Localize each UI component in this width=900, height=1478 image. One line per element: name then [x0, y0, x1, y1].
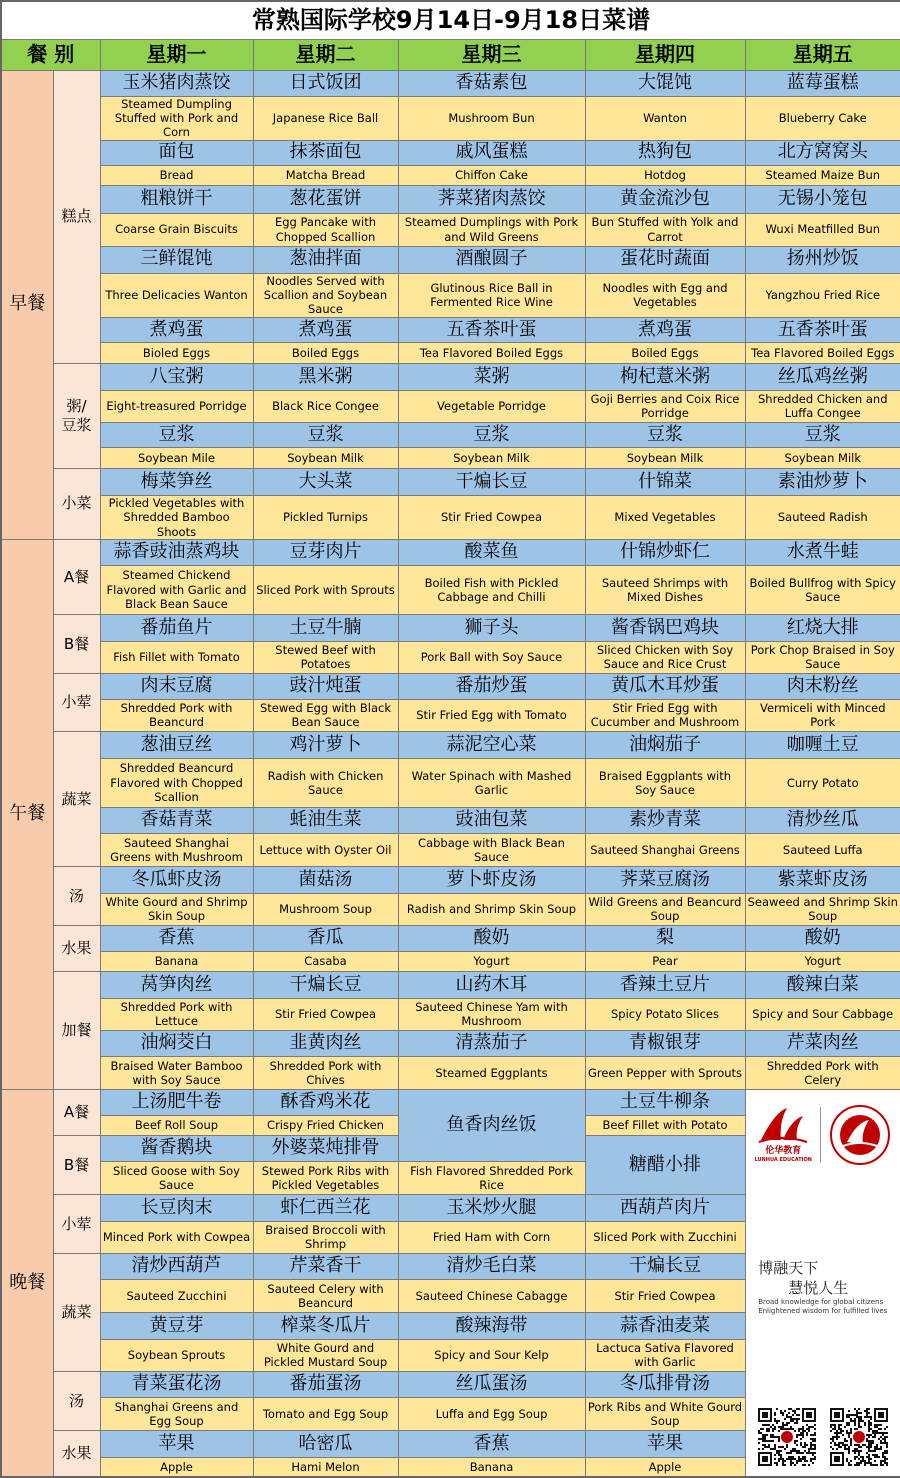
dish-name-en: Sauteed Luffa [745, 833, 900, 866]
dish-name-cn: 狮子头 [398, 614, 585, 641]
dish-name-en: Soybean Sprouts [100, 1339, 253, 1371]
category-label: 汤 [53, 866, 100, 925]
category-label: 小荤 [53, 1194, 100, 1253]
dish-name-cn: 玉米炒火腿 [398, 1194, 585, 1221]
dish-name-en: Pickled Turnips [253, 495, 398, 539]
dish-name-cn: 紫菜虾皮汤 [745, 866, 900, 893]
dish-name-en: Yogurt [398, 951, 585, 971]
dish-name-en: Shanghai Greens and Egg Soup [100, 1397, 253, 1430]
dish-name-cn: 葱油豆丝 [100, 731, 253, 758]
motto-en-1: Broad knowledge for global citizens [758, 1298, 887, 1306]
dish-name-en: Sliced Chicken with Soy Sauce and Rice Crust [585, 641, 745, 673]
dish-name-cn: 外婆菜炖排骨 [253, 1135, 398, 1161]
meal-label: 午餐 [1, 539, 53, 1089]
dish-name-cn: 酱香锅巴鸡块 [585, 614, 745, 641]
dish-name-en: Cabbage with Black Bean Sauce [398, 833, 585, 866]
brand-name-en: LUNHUA EDUCATION [755, 1157, 812, 1163]
dish-name-en: Stewed Egg with Black Bean Sauce [253, 699, 398, 731]
dish-name-en: Blueberry Cake [745, 96, 900, 140]
dish-name-en: Stir Fried Egg with Cucumber and Mushroom [585, 699, 745, 731]
dish-name-cn: 枸杞薏米粥 [585, 363, 745, 390]
dish-name-en: Spicy Potato Slices [585, 998, 745, 1030]
dish-name-en: Eight-treasured Porridge [100, 390, 253, 422]
logo-area [746, 1090, 900, 1477]
header-day: 星期二 [253, 39, 398, 70]
dish-name-cn: 豆芽肉片 [253, 539, 398, 565]
category-label: 小荤 [53, 673, 100, 731]
category-label: 糕点 [53, 70, 100, 363]
dish-name-en: Tea Flavored Boiled Eggs [398, 342, 585, 363]
dish-name-cn: 丝瓜蛋汤 [398, 1371, 585, 1397]
dish-name-cn: 韭黄肉丝 [253, 1030, 398, 1056]
dish-name-cn: 番茄鱼片 [100, 614, 253, 641]
dish-name-cn: 黄金流沙包 [585, 185, 745, 213]
dish-name-en: Soybean Mile [100, 447, 253, 468]
dish-name-cn: 粗粮饼干 [100, 185, 253, 213]
dish-name-en: Banana [398, 1457, 585, 1477]
header-meal: 餐 别 [1, 39, 100, 70]
dish-name-en: Boiled Fish with Pickled Cabbage and Chilli [398, 565, 585, 614]
dish-name-en: Green Pepper with Sprouts [585, 1056, 745, 1089]
dish-name-cn: 酥香鸡米花 [253, 1089, 398, 1115]
dish-name-en: Japanese Rice Ball [253, 96, 398, 140]
dish-name-cn: 清炒毛白菜 [398, 1253, 585, 1279]
dish-name-cn: 丝瓜鸡丝粥 [745, 363, 900, 390]
dish-name-cn: 哈密瓜 [253, 1430, 398, 1457]
dish-name-en: Pickled Vegetables with Shredded Bamboo Shoots [100, 495, 253, 539]
dish-name-en: Sauteed Shanghai Greens with Mushroom [100, 833, 253, 866]
dish-name-cn: 戚风蛋糕 [398, 140, 585, 165]
dish-name-en: Noodles Served with Scallion and Soybean Sauce [253, 273, 398, 317]
dish-name-cn: 黄瓜木耳炒蛋 [585, 673, 745, 699]
dish-name-cn: 干煸长豆 [398, 468, 585, 495]
dish-name-en: Matcha Bread [253, 165, 398, 185]
dish-name-cn: 香菇素包 [398, 70, 585, 96]
dish-name-cn: 冬瓜虾皮汤 [100, 866, 253, 893]
dish-name-cn: 长豆肉末 [100, 1194, 253, 1221]
dish-name-cn: 干煸长豆 [585, 1253, 745, 1279]
dish-name-cn: 玉米猪肉蒸饺 [100, 70, 253, 96]
dish-name-cn: 黄豆芽 [100, 1312, 253, 1339]
dish-name-en: Black Rice Congee [253, 390, 398, 422]
dish-name-en: Sliced Pork with Zucchini [585, 1221, 745, 1253]
qr-code-icon [830, 1408, 888, 1466]
dish-name-en: Spicy and Sour Kelp [398, 1339, 585, 1371]
motto [758, 1259, 887, 1315]
dish-name-cn: 素油炒萝卜 [745, 468, 900, 495]
dish-name-en: Sliced Pork with Sprouts [253, 565, 398, 614]
page-title: 常熟国际学校9月14日-9月18日菜谱 [1, 1, 900, 39]
dish-name-cn: 热狗包 [585, 140, 745, 165]
dish-name-cn: 无锡小笼包 [745, 185, 900, 213]
category-label: 加餐 [53, 971, 100, 1089]
dish-name-cn: 土豆牛腩 [253, 614, 398, 641]
dish-name-cn: 豉汁炖蛋 [253, 673, 398, 699]
dish-name-cn: 香瓜 [253, 925, 398, 951]
dish-name-en: Fish Fillet with Tomato [100, 641, 253, 673]
dish-name-cn: 清蒸茄子 [398, 1030, 585, 1056]
dish-name-en: Soybean Milk [253, 447, 398, 468]
dish-name-cn: 什锦菜 [585, 468, 745, 495]
dish-name-cn: 酸奶 [745, 925, 900, 951]
category-label: 水果 [53, 1430, 100, 1477]
category-label: 蔬菜 [53, 1253, 100, 1371]
dish-name-en: Sauteed Chinese Yam with Mushroom [398, 998, 585, 1030]
dish-name-en: Wuxi Meatfilled Bun [745, 213, 900, 246]
dish-name-en: Pork Ribs and White Gourd Soup [585, 1397, 745, 1430]
dish-name-cn: 芹菜肉丝 [745, 1030, 900, 1056]
dish-name-en: Mushroom Soup [253, 893, 398, 925]
dish-name-en: Soybean Milk [585, 447, 745, 468]
dish-name-cn: 番茄炒蛋 [398, 673, 585, 699]
dish-name-en: Sauteed Zucchini [100, 1279, 253, 1312]
dish-name-en: Casaba [253, 951, 398, 971]
dish-name-en: Boiled Eggs [253, 342, 398, 363]
dish-name-en: Goji Berries and Coix Rice Porridge [585, 390, 745, 422]
dish-name-en: Boiled Eggs [585, 342, 745, 363]
dish-name-en: Stir Fried Cowpea [398, 495, 585, 539]
dish-name-en: Coarse Grain Biscuits [100, 213, 253, 246]
dish-name-cn: 番茄蛋汤 [253, 1371, 398, 1397]
dish-name-cn: 蒜泥空心菜 [398, 731, 585, 758]
dish-name-en: Mixed Vegetables [585, 495, 745, 539]
dish-name-cn: 水煮牛蛙 [745, 539, 900, 565]
dish-name-cn: 大馄饨 [585, 70, 745, 96]
dish-name-en: Sliced Goose with Soy Sauce [100, 1161, 253, 1194]
dish-name-cn: 萝卜虾皮汤 [398, 866, 585, 893]
lunhua-logo [755, 1106, 812, 1164]
dish-name-en: Tomato and Egg Soup [253, 1397, 398, 1430]
dish-name-en: Noodles with Egg and Vegetables [585, 273, 745, 317]
dish-name-en: Stewed Pork Ribs with Pickled Vegetables [253, 1161, 398, 1194]
dish-name-cn: 蒜香豉油蒸鸡块 [100, 539, 253, 565]
dish-name-en: Steamed Maize Bun [745, 165, 900, 185]
dish-name-cn: 红烧大排 [745, 614, 900, 641]
dish-name-en: Glutinous Rice Ball in Fermented Rice Wine [398, 273, 585, 317]
dish-name-en: Steamed Dumpling Stuffed with Pork and Corn [100, 96, 253, 140]
dish-name-cn: 冬瓜排骨汤 [585, 1371, 745, 1397]
dish-name-cn: 酸辣白菜 [745, 971, 900, 998]
dish-name-en: Sauteed Shanghai Greens [585, 833, 745, 866]
dish-name-cn: 素炒青菜 [585, 807, 745, 833]
meal-label: 早餐 [1, 70, 53, 539]
dish-name-en: Lactuca Sativa Flavored with Garlic [585, 1339, 745, 1371]
dish-name-en: Shredded Pork with Chives [253, 1056, 398, 1089]
dish-name-en: Seaweed and Shrimp Skin Soup [745, 893, 900, 925]
dish-name-cn: 豆浆 [253, 422, 398, 447]
category-label: 蔬菜 [53, 731, 100, 866]
dish-name-cn: 五香茶叶蛋 [745, 317, 900, 342]
dish-name-en: Stir Fried Cowpea [585, 1279, 745, 1312]
dish-name-cn: 肉末豆腐 [100, 673, 253, 699]
dish-name-en: White Gourd and Shrimp Skin Soup [100, 893, 253, 925]
dish-name-cn: 蓝莓蛋糕 [745, 70, 900, 96]
dish-name-en: Braised Eggplants with Soy Sauce [585, 758, 745, 807]
dish-name-en: White Gourd and Pickled Mustard Soup [253, 1339, 398, 1371]
dish-name-en: Shredded Pork with Beancurd [100, 699, 253, 731]
dish-name-cn: 咖喱土豆 [745, 731, 900, 758]
dish-name-cn: 香蕉 [100, 925, 253, 951]
dish-name-cn: 香辣土豆片 [585, 971, 745, 998]
dish-name-cn: 扬州炒饭 [745, 246, 900, 273]
dish-name-en: Steamed Chickend Flavored with Garlic and Black Bean Sauce [100, 565, 253, 614]
dish-name-cn: 酸菜鱼 [398, 539, 585, 565]
dish-name-en: Pork Ball with Soy Sauce [398, 641, 585, 673]
dish-name-cn: 荠菜豆腐汤 [585, 866, 745, 893]
dish-name-en: Spicy and Sour Cabbage [745, 998, 900, 1030]
dish-name-cn: 抹茶面包 [253, 140, 398, 165]
dish-name-en: Lettuce with Oyster Oil [253, 833, 398, 866]
dish-name-cn: 面包 [100, 140, 253, 165]
dish-name-cn: 葱花蛋饼 [253, 185, 398, 213]
dish-name-en: Shredded Pork with Celery [745, 1056, 900, 1089]
qr-code-icon [758, 1408, 816, 1466]
dish-name-en: Wanton [585, 96, 745, 140]
dish-name-cn: 山药木耳 [398, 971, 585, 998]
category-label: A餐 [53, 1089, 100, 1135]
header-day: 星期一 [100, 39, 253, 70]
dish-name-cn: 虾仁西兰花 [253, 1194, 398, 1221]
dish-name-cn: 菌菇汤 [253, 866, 398, 893]
dish-name-cn: 芹菜香干 [253, 1253, 398, 1279]
dish-name-cn: 糖醋小排 [585, 1135, 745, 1194]
motto-line-1: 博融天下 [758, 1259, 887, 1279]
dish-name-en: Chiffon Cake [398, 165, 585, 185]
dish-name-en: Mushroom Bun [398, 96, 585, 140]
dish-name-cn: 北方窝窝头 [745, 140, 900, 165]
dish-name-en: Fried Ham with Corn [398, 1221, 585, 1253]
dish-name-en: Vegetable Porridge [398, 390, 585, 422]
dish-name-cn: 煮鸡蛋 [100, 317, 253, 342]
dish-name-cn: 西葫芦肉片 [585, 1194, 745, 1221]
dish-name-en: Luffa and Egg Soup [398, 1397, 585, 1430]
dish-name-cn: 青椒银芽 [585, 1030, 745, 1056]
dish-name-cn: 干煸长豆 [253, 971, 398, 998]
dish-name-cn: 清炒丝瓜 [745, 807, 900, 833]
dish-name-cn: 豆浆 [585, 422, 745, 447]
dish-name-en: Water Spinach with Mashed Garlic [398, 758, 585, 807]
dish-name-cn: 酱香鹅块 [100, 1135, 253, 1161]
dish-name-en: Stir Fried Egg with Tomato [398, 699, 585, 731]
dish-name-en: Apple [585, 1457, 745, 1477]
dish-name-cn: 豆浆 [745, 422, 900, 447]
category-label: 水果 [53, 925, 100, 971]
dish-name-en: Three Delicacies Wanton [100, 273, 253, 317]
dish-name-en: Yangzhou Fried Rice [745, 273, 900, 317]
category-label: 粥/ 豆浆 [53, 363, 100, 468]
qr-codes [758, 1408, 888, 1466]
dish-name-en: Stir Fried Cowpea [253, 998, 398, 1030]
dish-name-en: Yogurt [745, 951, 900, 971]
dish-name-cn: 土豆牛柳条 [585, 1089, 745, 1115]
dish-name-cn: 葱油拌面 [253, 246, 398, 273]
dish-name-cn: 梨 [585, 925, 745, 951]
dish-name-en: Stewed Beef with Potatoes [253, 641, 398, 673]
dish-name-cn: 荠菜猪肉蒸饺 [398, 185, 585, 213]
dish-name-en: Soybean Milk [398, 447, 585, 468]
dish-name-en: Pear [585, 951, 745, 971]
dish-name-cn: 蒜香油麦菜 [585, 1312, 745, 1339]
dish-name-cn: 蚝油生菜 [253, 807, 398, 833]
dish-name-en: Shredded Pork with Lettuce [100, 998, 253, 1030]
category-label: B餐 [53, 1135, 100, 1194]
brand-row [755, 1104, 891, 1166]
header-day: 星期三 [398, 39, 585, 70]
category-label: 小菜 [53, 468, 100, 539]
dish-name-en: Bread [100, 165, 253, 185]
dish-name-cn: 豆浆 [100, 422, 253, 447]
dish-name-cn: 五香茶叶蛋 [398, 317, 585, 342]
header-day: 星期五 [745, 39, 900, 70]
dish-name-en: Tea Flavored Boiled Eggs [745, 342, 900, 363]
dish-name-cn: 肉末粉丝 [745, 673, 900, 699]
brand-name: 伦华教育 [765, 1146, 801, 1157]
dish-name-en: Shredded Chicken and Luffa Congee [745, 390, 900, 422]
motto-en-2: Enlightened wisdom for fulfilled lives [758, 1307, 887, 1315]
dish-name-cn: 黑米粥 [253, 363, 398, 390]
dish-name-en: Sauteed Chinese Cabagge [398, 1279, 585, 1312]
meal-label: 晚餐 [1, 1089, 53, 1477]
category-label: A餐 [53, 539, 100, 614]
dish-name-en: Minced Pork with Cowpea [100, 1221, 253, 1253]
dish-name-cn: 豉油包菜 [398, 807, 585, 833]
dish-name-cn: 豆浆 [398, 422, 585, 447]
dish-name-cn: 油焖茭白 [100, 1030, 253, 1056]
dish-name-cn: 日式饭团 [253, 70, 398, 96]
dish-name-en: Wild Greens and Beancurd Soup [585, 893, 745, 925]
dish-name-cn: 什锦炒虾仁 [585, 539, 745, 565]
dish-name-en: Braised Broccoli with Shrimp [253, 1221, 398, 1253]
header-day: 星期四 [585, 39, 745, 70]
dish-name-cn: 榨菜冬瓜片 [253, 1312, 398, 1339]
dish-name-cn: 煮鸡蛋 [585, 317, 745, 342]
dish-name-en: Bun Stuffed with Yolk and Carrot [585, 213, 745, 246]
dish-name-en: Banana [100, 951, 253, 971]
dish-name-en: Pork Chop Braised in Soy Sauce [745, 641, 900, 673]
dish-name-cn: 酒酿圆子 [398, 246, 585, 273]
dish-name-cn: 梅菜笋丝 [100, 468, 253, 495]
dish-name-en: Bioled Eggs [100, 342, 253, 363]
dish-name-cn: 菜粥 [398, 363, 585, 390]
dish-name-en: Boiled Bullfrog with Spicy Sauce [745, 565, 900, 614]
dish-name-cn: 苹果 [585, 1430, 745, 1457]
dish-name-cn: 鱼香肉丝饭 [398, 1089, 585, 1161]
category-label: 汤 [53, 1371, 100, 1430]
dish-name-en: Sauteed Radish [745, 495, 900, 539]
dish-name-en: Hotdog [585, 165, 745, 185]
dish-name-en: Sauteed Celery with Beancurd [253, 1279, 398, 1312]
dish-name-en: Fish Flavored Shredded Pork Rice [398, 1161, 585, 1194]
dish-name-cn: 青菜蛋花汤 [100, 1371, 253, 1397]
dish-name-en: Steamed Dumplings with Pork and Wild Greens [398, 213, 585, 246]
dish-name-en: Beef Roll Soup [100, 1115, 253, 1135]
dish-name-en: Curry Potato [745, 758, 900, 807]
dish-name-cn: 八宝粥 [100, 363, 253, 390]
dish-name-cn: 油焖茄子 [585, 731, 745, 758]
dish-name-cn: 煮鸡蛋 [253, 317, 398, 342]
dish-name-cn: 苹果 [100, 1430, 253, 1457]
dish-name-en: Sauteed Shrimps with Mixed Dishes [585, 565, 745, 614]
lunhua-logo-icon [757, 1106, 809, 1146]
dish-name-cn: 上汤肥牛卷 [100, 1089, 253, 1115]
dish-name-en: Hami Melon [253, 1457, 398, 1477]
dish-name-en: Radish with Chicken Sauce [253, 758, 398, 807]
category-label: B餐 [53, 614, 100, 673]
dish-name-cn: 三鲜馄饨 [100, 246, 253, 273]
motto-line-2: 慧悦人生 [758, 1279, 887, 1299]
dish-name-cn: 酸辣海带 [398, 1312, 585, 1339]
dish-name-en: Apple [100, 1457, 253, 1477]
dish-name-en: Braised Water Bamboo with Soy Sauce [100, 1056, 253, 1089]
dish-name-en: Crispy Fried Chicken [253, 1115, 398, 1135]
dish-name-en: Vermiceli with Minced Pork [745, 699, 900, 731]
logo-cell [745, 1089, 900, 1477]
dish-name-en: Radish and Shrimp Skin Soup [398, 893, 585, 925]
dish-name-en: Steamed Eggplants [398, 1056, 585, 1089]
dish-name-cn: 清炒西葫芦 [100, 1253, 253, 1279]
dish-name-cn: 酸奶 [398, 925, 585, 951]
dish-name-cn: 莴笋肉丝 [100, 971, 253, 998]
dish-name-cn: 蛋花时蔬面 [585, 246, 745, 273]
dish-name-cn: 大头菜 [253, 468, 398, 495]
school-seal-icon [829, 1104, 891, 1166]
dish-name-en: Beef Fillet with Potato [585, 1115, 745, 1135]
dish-name-cn: 香蕉 [398, 1430, 585, 1457]
dish-name-en: Shredded Beancurd Flavored with Chopped Scallion [100, 758, 253, 807]
dish-name-cn: 鸡汁萝卜 [253, 731, 398, 758]
dish-name-cn: 香菇青菜 [100, 807, 253, 833]
dish-name-en: Soybean Milk [745, 447, 900, 468]
dish-name-en: Egg Pancake with Chopped Scallion [253, 213, 398, 246]
